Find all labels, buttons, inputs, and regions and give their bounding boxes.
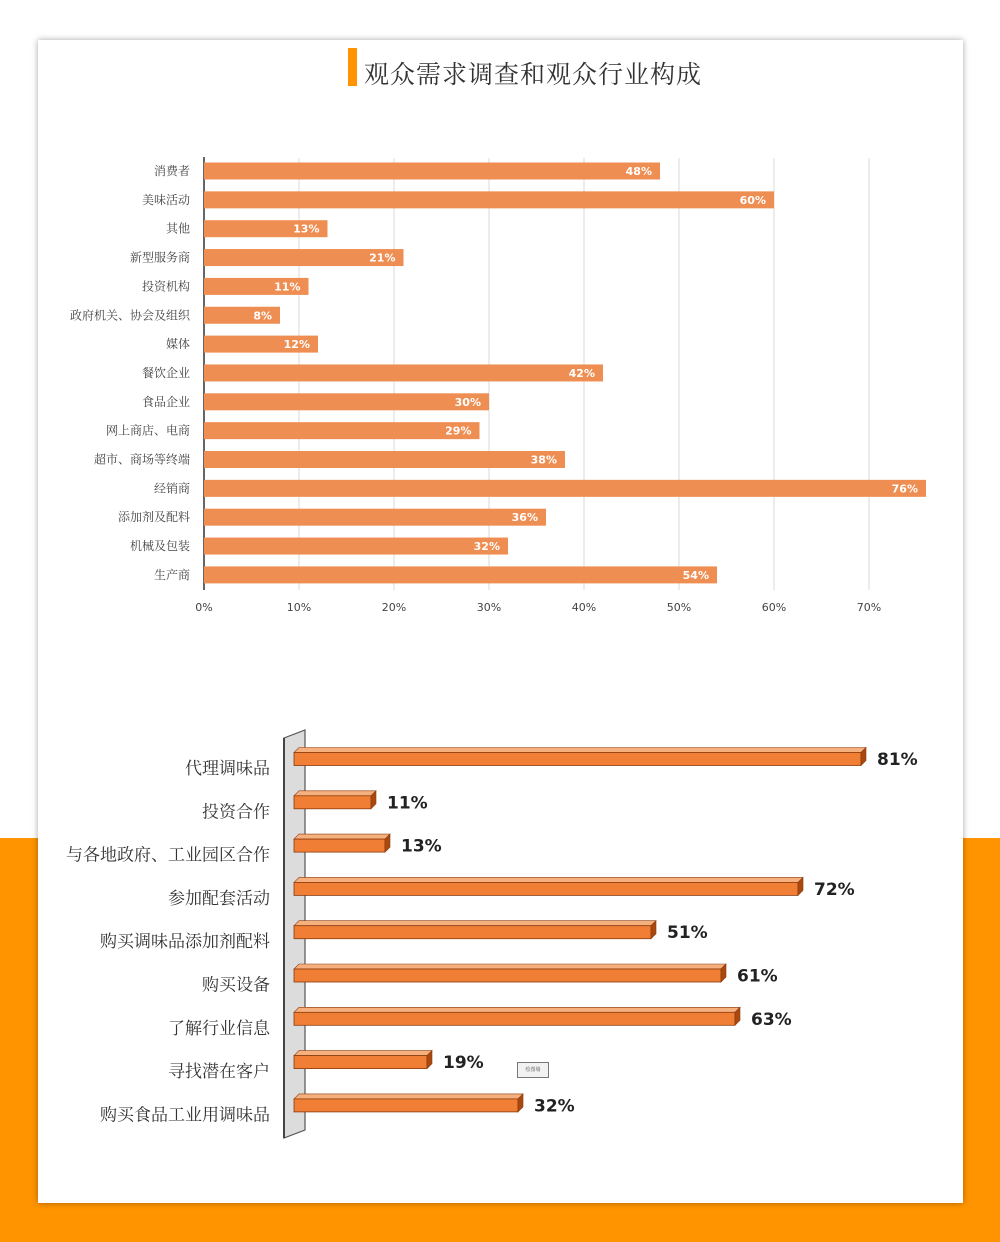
category-label: 美味活动 [141, 192, 190, 207]
category-label: 其他 [165, 221, 190, 236]
x-tick-label: 20% [381, 601, 407, 614]
category-label: 超市、商场等终端 [93, 452, 190, 467]
bar-top-face [294, 921, 656, 926]
bar-value-label: 13% [293, 222, 320, 236]
category-label: 食品企业 [141, 394, 190, 409]
category-label: 购买食品工业用调味品 [100, 1105, 270, 1126]
category-label: 媒体 [165, 337, 190, 352]
category-label: 餐饮企业 [141, 365, 190, 380]
bar-value-label: 11% [387, 793, 428, 814]
category-label: 了解行业信息 [168, 1018, 270, 1039]
bar [294, 926, 651, 939]
category-label: 购买设备 [202, 975, 270, 996]
bar-value-label: 19% [443, 1053, 484, 1074]
category-label: 与各地政府、工业园区合作 [66, 845, 270, 866]
bar-value-label: 81% [877, 750, 918, 770]
bar-value-label: 13% [401, 836, 442, 857]
bar-top-face [294, 877, 803, 882]
bar-value-label: 51% [667, 923, 708, 944]
watermark-stamp: 绘图墙 [517, 1062, 549, 1078]
bar-value-label: 36% [511, 511, 538, 525]
bar-value-label: 32% [473, 540, 500, 554]
category-label: 机械及包装 [129, 539, 190, 554]
bar-top-face [294, 1094, 523, 1099]
bar-value-label: 72% [814, 879, 855, 900]
x-tick-label: 10% [286, 601, 312, 614]
page-title: 观众需求调查和观众行业构成 [364, 60, 703, 89]
bar-value-label: 54% [682, 568, 709, 582]
x-tick-label: 30% [476, 601, 502, 614]
bar [294, 753, 861, 766]
category-label: 添加剂及配料 [117, 510, 190, 525]
bar-value-label: 29% [445, 424, 472, 438]
bar [294, 1012, 735, 1025]
category-label: 经销商 [153, 481, 190, 496]
bar-value-label: 63% [751, 1009, 792, 1030]
bar-value-label: 8% [253, 309, 272, 323]
bar-top-face [294, 834, 390, 839]
category-label: 购买调味品添加剂配料 [100, 932, 270, 953]
bar-value-label: 30% [454, 395, 481, 409]
x-tick-label: 70% [856, 601, 882, 614]
bar-top-face [294, 1007, 740, 1012]
bar-value-label: 38% [530, 453, 557, 467]
category-label: 政府机关、协会及组织 [69, 308, 190, 323]
bar-top-face [294, 748, 866, 753]
bar-value-label: 21% [369, 251, 396, 265]
category-label: 生产商 [153, 567, 190, 582]
x-tick-label: 0% [195, 601, 213, 614]
bar-top-face [294, 964, 726, 969]
x-tick-label: 40% [571, 601, 597, 614]
bar [294, 882, 798, 895]
bar-value-label: 12% [283, 338, 310, 352]
category-label: 寻找潜在客户 [168, 1062, 270, 1083]
bar-top-face [294, 1051, 432, 1056]
category-label: 新型服务商 [129, 250, 190, 265]
category-label: 网上商店、电商 [105, 423, 190, 438]
category-label: 代理调味品 [185, 759, 270, 779]
bar [294, 796, 371, 809]
category-label: 参加配套活动 [168, 888, 270, 909]
category-label: 投资合作 [202, 802, 270, 823]
category-label: 投资机构 [141, 279, 190, 294]
bar-value-label: 32% [534, 1096, 575, 1117]
bar [294, 1099, 518, 1112]
bar-value-label: 60% [739, 193, 766, 207]
x-tick-label: 50% [666, 601, 692, 614]
x-tick-label: 60% [761, 601, 787, 614]
bar-value-label: 42% [568, 366, 595, 380]
bar [294, 969, 721, 982]
bar-top-face [294, 791, 376, 796]
bar-value-label: 48% [625, 165, 652, 178]
bar-value-label: 76% [891, 482, 918, 496]
bar-value-label: 61% [737, 966, 778, 987]
bar [294, 839, 385, 852]
category-label: 消费者 [153, 164, 190, 178]
bar [294, 1056, 427, 1069]
bar-value-label: 11% [274, 280, 301, 294]
